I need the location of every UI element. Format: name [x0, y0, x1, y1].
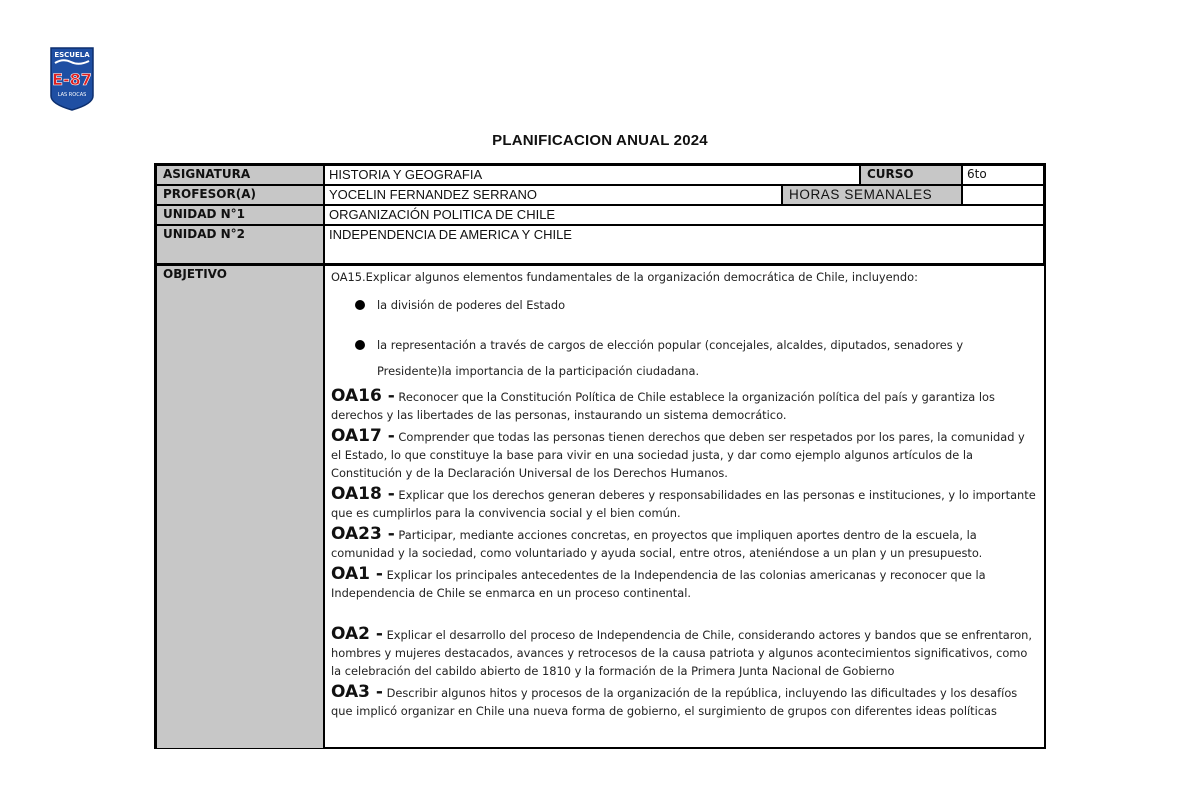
horas-semanales-value — [962, 185, 1044, 205]
page-title: PLANIFICACION ANUAL 2024 — [492, 132, 708, 149]
oa1-text: Explicar los principales antecedentes de la Independencia de las colonias americanas y reconocer que la Independencia de Chile se enmarca en un proceso continental. — [331, 568, 986, 600]
oa16-objective — [331, 387, 1036, 424]
spacer — [331, 602, 1036, 622]
logo-top-text: ESCUELA — [54, 51, 90, 59]
objetivos-content — [324, 266, 1042, 749]
logo-main-text: E-87 — [52, 70, 92, 89]
oa17-code: OA17 - — [331, 426, 395, 446]
profesor-label: PROFESOR(A) — [156, 185, 324, 205]
oa1-code: OA1 - — [331, 564, 383, 584]
unidad1-value: ORGANIZACIÓN POLITICA DE CHILE — [324, 205, 1044, 225]
oa1-objective — [331, 565, 1036, 602]
logo-bottom-text: LAS ROCAS — [57, 92, 87, 98]
horas-semanales-label: HORAS SEMANALES — [782, 185, 962, 205]
planning-table — [154, 163, 1046, 749]
asignatura-value: HISTORIA Y GEOGRAFIA — [324, 165, 860, 185]
oa23-code: OA23 - — [331, 524, 395, 544]
curso-value: 6to — [962, 165, 1044, 185]
bullet-text: la representación a través de cargos de elección popular (concejales, alcaldes, diputados, senadores y Presidente)la importancia de la participación ciudadana. — [377, 338, 964, 378]
oa17-objective — [331, 427, 1036, 482]
profesor-value: YOCELIN FERNANDEZ SERRANO — [324, 185, 782, 205]
unidad2-label: UNIDAD N°2 — [156, 225, 324, 264]
asignatura-label: ASIGNATURA — [156, 165, 324, 185]
oa18-text: Explicar que los derechos generan deberes y responsabilidades en las personas e instituciones, y lo importante que es cumplirlos para la convivencia social y el bien común. — [331, 488, 1036, 520]
oa18-code: OA18 - — [331, 484, 395, 504]
school-logo — [49, 46, 95, 112]
oa3-code: OA3 - — [331, 682, 383, 702]
bullet-text: la división de poderes del Estado — [377, 298, 566, 312]
curso-label: CURSO — [860, 165, 962, 185]
unidad1-label: UNIDAD N°1 — [156, 205, 324, 225]
oa3-objective — [331, 683, 1036, 720]
oa23-objective — [331, 525, 1036, 562]
objetivo-label: OBJETIVO — [156, 264, 324, 749]
oa16-text: Reconocer que la Constitución Política de Chile establece la organización política del país y garantiza los derechos y las libertades de las personas, instaurando un sistema democrático. — [331, 390, 995, 422]
unidad2-value: INDEPENDENCIA DE AMERICA Y CHILE — [324, 225, 1044, 264]
oa2-objective — [331, 625, 1036, 680]
oa16-code: OA16 - — [331, 386, 395, 406]
oa18-objective — [331, 485, 1036, 522]
oa3-text: Describir algunos hitos y procesos de la organización de la república, incluyendo las dificultades y los desafíos que implicó organizar en Chile una nueva forma de gobierno, el surgimiento de grupos con diferentes ideas políticas — [331, 686, 1018, 718]
bullet-item — [331, 332, 1036, 384]
bullet-dot-icon — [355, 300, 365, 310]
oa2-text: Explicar el desarrollo del proceso de Independencia de Chile, considerando actores y bandos que se enfrentaron, hombres y mujeres destacados, avances y retrocesos de la causa patriota y algunos acontecimientos significativos, como la celebración del cabildo abierto de 1810 y la formación de la Primera Junta Nacional de Gobierno — [331, 628, 1033, 678]
oa23-text: Participar, mediante acciones concretas, en proyectos que impliquen aportes dentro de la escuela, la comunidad y la sociedad, como voluntariado y ayuda social, entre otros, ateniéndose a un plan y un presupuesto. — [331, 528, 983, 560]
oa2-code: OA2 - — [331, 624, 383, 644]
bullet-item — [331, 296, 1036, 314]
oa17-text: Comprender que todas las personas tienen derechos que deben ser respetados por los pares, la comunidad y el Estado, lo que constituye la base para vivir en una sociedad justa, y dar como ejemplo algunos artículos de la Constitución y de la Declaración Universal de los Derechos Humanos. — [331, 430, 1025, 480]
oa15-intro: OA15.Explicar algunos elementos fundamentales de la organización democrática de Chile, incluyendo: — [331, 270, 918, 284]
bullet-dot-icon — [355, 340, 365, 350]
